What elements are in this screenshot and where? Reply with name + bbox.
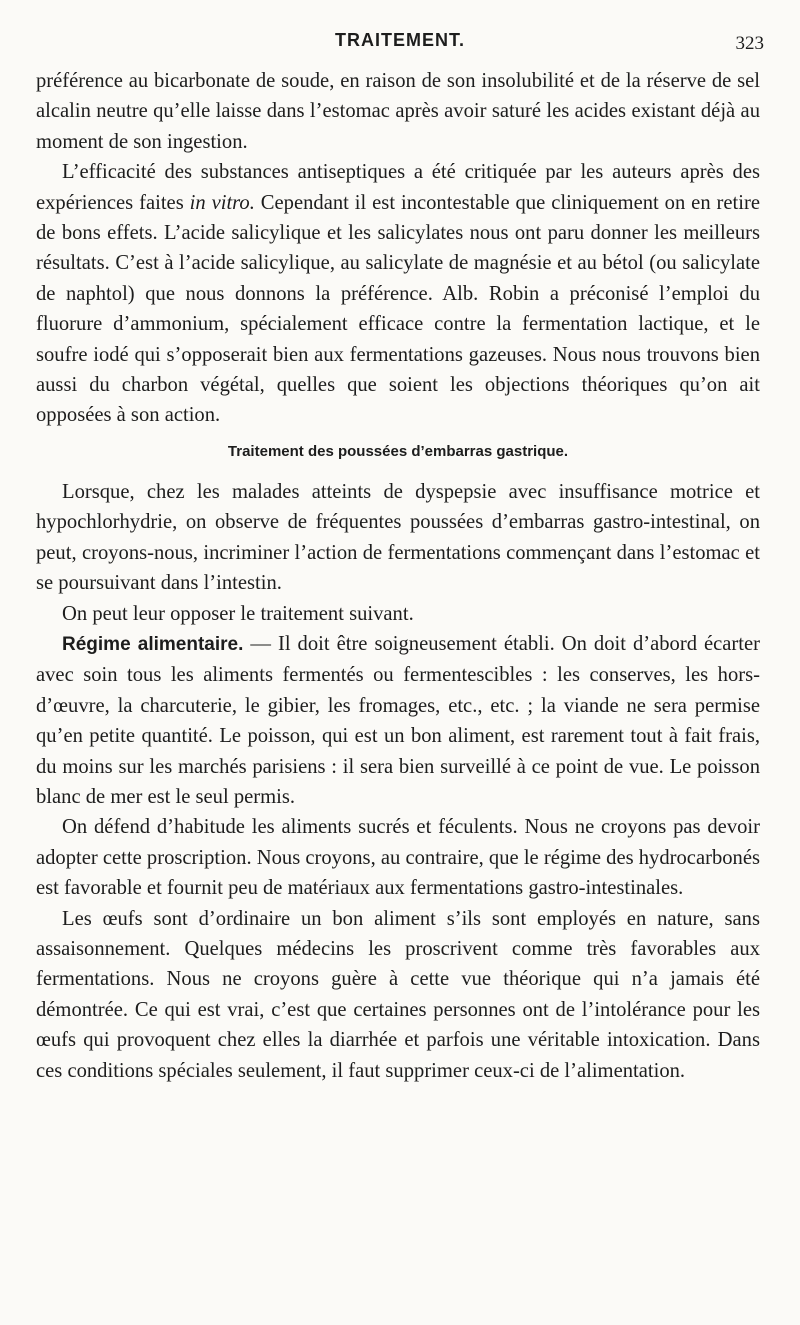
paragraph-text: — Il doit être soigneusement établi. On doit d’abord écarter avec soin tous les aliments fermentés ou fermentescibles : les conserves, les hors-d’œuvre, la charcuterie, le gibier, les fromages, etc., etc. ; la viande ne sera permise qu’en petite quantité. Le poisson, qui est un bon aliment, est rarement tout à fait frais, du moins sur les marchés parisiens : il sera bien surveillé à ce point de vue. Le poisson blanc de mer est le seul permis. (36, 632, 760, 808)
page-number: 323 (735, 33, 764, 54)
paragraph-treatment: On peut leur opposer le traitement suivant. (62, 602, 414, 625)
italic-term: in vitro. (189, 191, 255, 214)
section-heading: Traitement des poussées d’embarras gastrique. (227, 442, 569, 460)
paragraph-eggs: Les œufs sont d’ordinaire un bon aliment s’ils sont employés en nature, sans assaisonnement. Quelques médecins les proscrivent comme très favorables aux fermentations. Nous ne croyons guère à cette vue théorique qui n’a jamais été démontrée. Ce qui est vrai, c’est que certaines personnes ont de l’intolérance pour les œufs qui provoquent chez elles la diarrhée et parfois une véritable intoxication. Dans ces conditions spéciales seulement, il faut supprimer ceux-ci de l’alimentation. (36, 907, 760, 1082)
running-head (0, 30, 800, 56)
paragraph-antiseptics (36, 157, 760, 431)
paragraph-text: Cependant il est incontestable que cliniquement on en retire de bons effets. L’acide salicylique et les salicylates nous ont paru donner les meilleurs résultats. C’est à l’acide salicylique, au salicylate de magnésie et au bétol (ou salicylate de naphtol) que nous donnons la préférence. Alb. Robin a préconisé l’emploi du fluorure d’ammonium, spécialement efficace contre la fermentation lactique, et le soufre iodé qui s’opposerait bien aux fermentations gazeuses. Nous nous trouvons bien aussi du charbon végétal, quelles que soient les objections théoriques qu’on ait opposées à son action. (36, 191, 760, 427)
running-title: TRAITEMENT. (335, 30, 465, 50)
paragraph-continuation: préférence au bicarbonate de soude, en raison de son insolubilité et de la réserve de sel alcalin neutre qu’elle laisse dans l’estomac après avoir saturé les acides existant déjà au moment de son ingestion. (36, 70, 760, 153)
paragraph-intro: Lorsque, chez les malades atteints de dyspepsie avec insuffisance motrice et hypochlorhydrie, on observe de fréquentes poussées d’embarras gastro-intestinal, on peut, croyons-nous, incriminer l’action de fermentations commençant dans l’estomac et se poursuivant dans l’intestin. (36, 480, 760, 595)
paragraph-text: L’efficacité des substances antiseptiques a été critiquée par les auteurs après des expériences faites (36, 161, 760, 214)
run-in-heading: Régime alimentaire. (62, 633, 244, 655)
body-text (36, 66, 760, 1086)
paragraph-sugars: On défend d’habitude les aliments sucrés et féculents. Nous ne croyons pas devoir adopter cette proscription. Nous croyons, au contraire, que le régime des hydrocarbonés est favorable et fournit peu de matériaux aux fermentations gastro-intestinales. (36, 816, 760, 900)
paragraph-diet (36, 629, 760, 812)
